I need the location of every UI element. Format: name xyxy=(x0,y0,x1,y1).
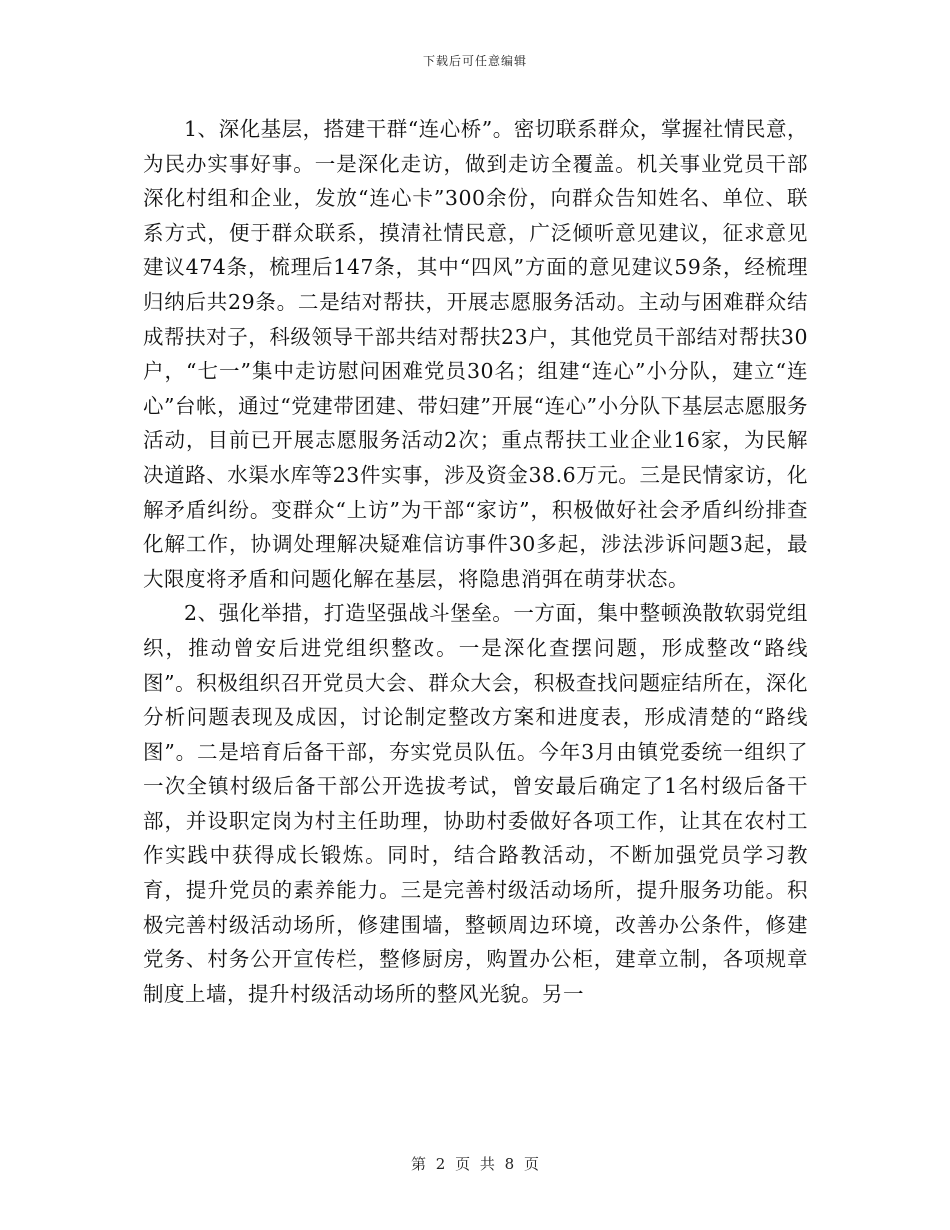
paragraph-2: 2、强化举措，打造坚强战斗堡垒。一方面，集中整顿涣散软弱党组织，推动曾安后进党组织整改。一是深化查摆问题，形成整改“路线图”。积极组织召开党员大会、群众大会，积极查找问题症结所在，深化分析问题表现及成因，讨论制定整改方案和进度表，形成清楚的“路线图”。二是培育后备干部，夯实党员队伍。今年3月由镇党委统一组织了一次全镇村级后备干部公开选拔考试，曾安最后确定了1名村级后备干部，并设职定岗为村主任助理，协助村委做好各项工作，让其在农村工作实践中获得成长锻炼。同时，结合路教活动，不断加强党员学习教育，提升党员的素养能力。三是完善村级活动场所，提升服务功能。积极完善村级活动场所，修建围墙，整顿周边环境，改善办公条件，修建党务、村务公开宣传栏，整修厨房，购置办公柜，建章立制，各项规章制度上墙，提升村级活动场所的整风光貌。另一 xyxy=(143,601,808,1006)
page-header: 下载后可任意编辑 xyxy=(422,54,527,68)
document-body xyxy=(143,112,808,1011)
page-number-footer: 第 2 页 共 8 页 xyxy=(411,1155,539,1173)
paragraph-1: 1、深化基层，搭建干群“连心桥”。密切联系群众，掌握社情民意，为民办实事好事。一是深化走访，做到走访全覆盖。机关事业党员干部深化村组和企业，发放“连心卡”300余份，向群众告知姓名、单位、联系方式，便于群众联系，摸清社情民意，广泛倾听意见建议，征求意见建议474条，梳理后147条，其中“四风”方面的意见建议59条，经梳理归纳后共29条。二是结对帮扶，开展志愿服务活动。主动与困难群众结成帮扶对子，科级领导干部共结对帮扶23户，其他党员干部结对帮扶30户，“七一”集中走访慰问困难党员30名；组建“连心”小分队，建立“连心”台帐，通过“党建带团建、带妇建”开展“连心”小分队下基层志愿服务活动，目前已开展志愿服务活动2次；重点帮扶工业企业16家，为民解决道路、水渠水库等23件实事，涉及资金38.6万元。三是民情家访，化解矛盾纠纷。变群众“上访”为干部“家访”，积极做好社会矛盾纠纷排查化解工作，协调处理解决疑难信访事件30多起，涉法涉诉问题3起，最大限度将矛盾和问题化解在基层，将隐患消弭在萌芽状态。 xyxy=(143,117,808,591)
